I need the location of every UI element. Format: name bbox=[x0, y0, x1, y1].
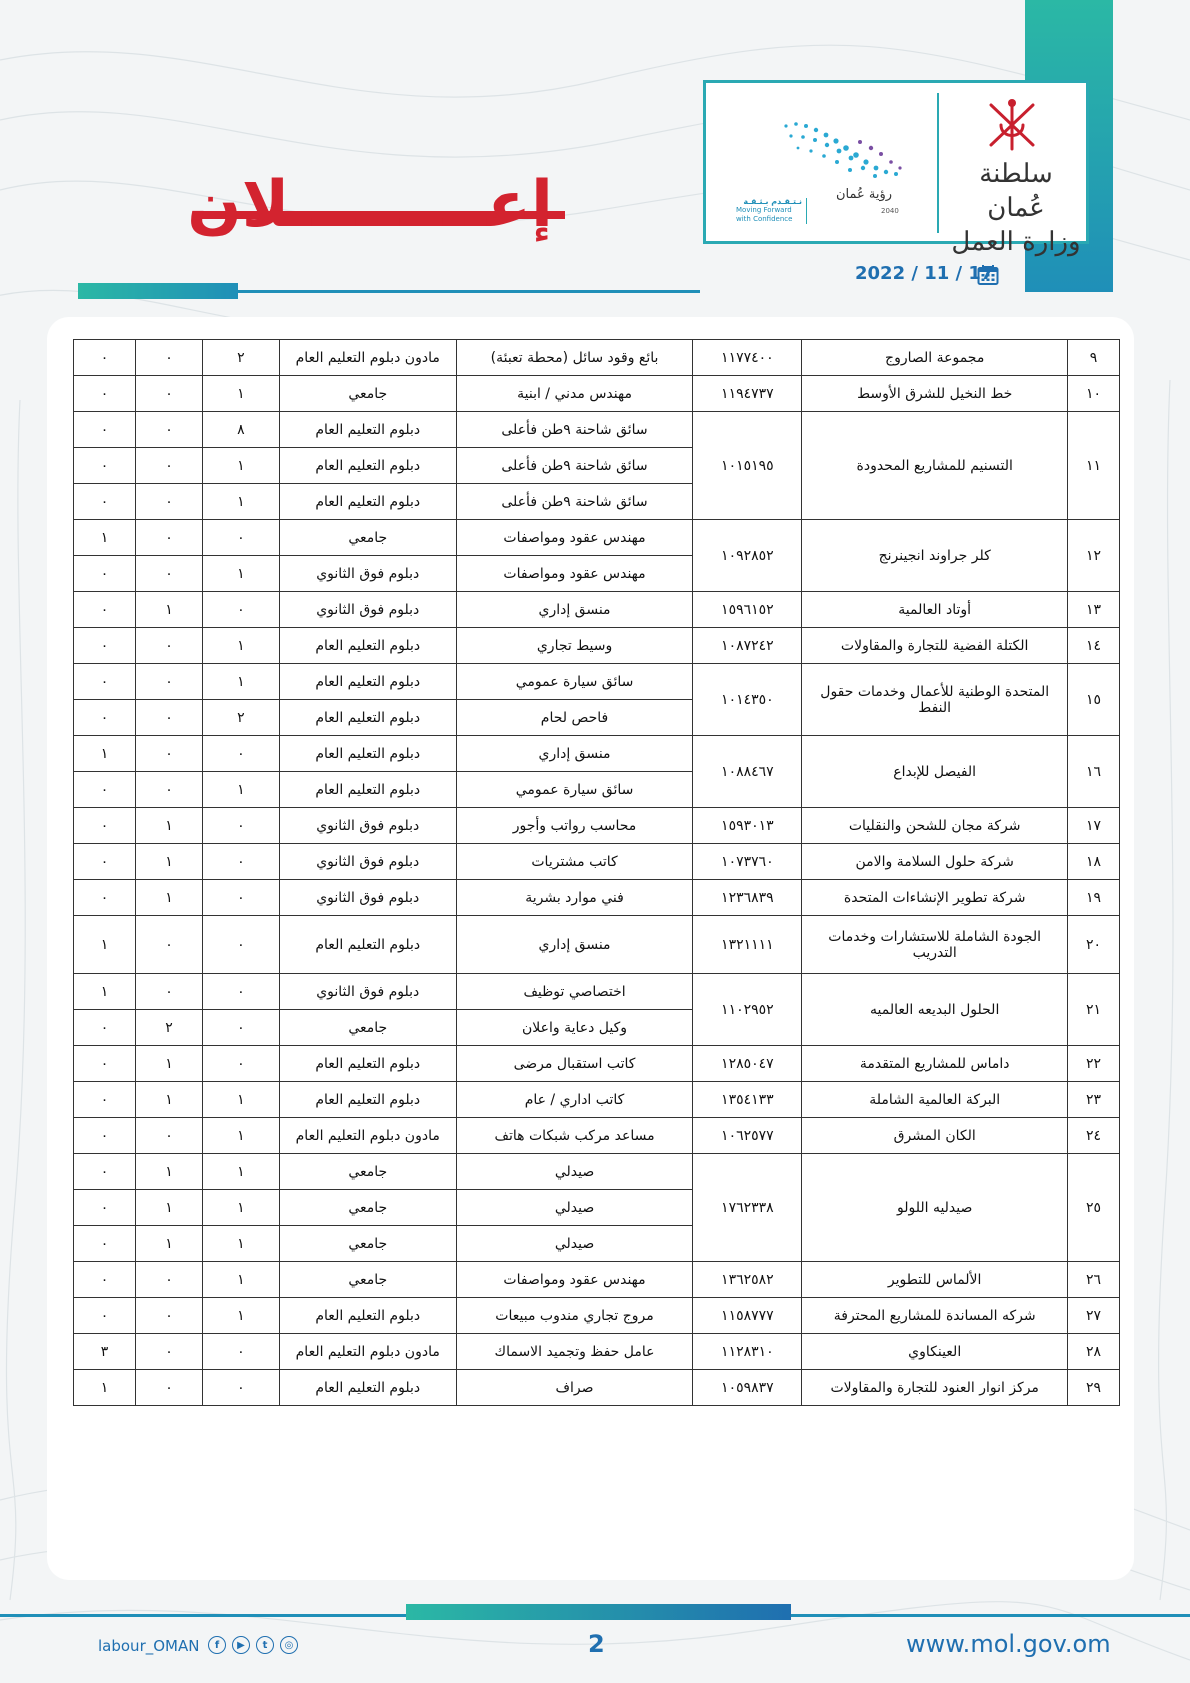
count-col-8-cell: ٠ bbox=[74, 664, 136, 700]
count-col-6-cell: ١ bbox=[202, 1190, 279, 1226]
ministry-line-2: وزارة العمل bbox=[951, 227, 1081, 257]
vision-tagline-en: Moving Forward with Confidence bbox=[736, 206, 793, 223]
company-name-cell: الكتلة الفضية للتجارة والمقاولات bbox=[802, 628, 1068, 664]
company-name-cell: شركة حلول السلامة والامن bbox=[802, 844, 1068, 880]
table-row bbox=[74, 736, 1120, 772]
job-title-cell: صيدلي bbox=[456, 1190, 693, 1226]
registration-number-cell: ١٠٥٩٨٣٧ bbox=[693, 1370, 802, 1406]
qualification-cell: جامعي bbox=[279, 1010, 456, 1046]
company-name-cell: صيدليه اللولو bbox=[802, 1154, 1068, 1262]
company-name-cell: العينكاوي bbox=[802, 1334, 1068, 1370]
count-col-6-cell: ٢ bbox=[202, 700, 279, 736]
registration-number-cell: ١٠٨٨٤٦٧ bbox=[693, 736, 802, 808]
qualification-cell: دبلوم فوق الثانوي bbox=[279, 808, 456, 844]
count-col-6-cell: ٠ bbox=[202, 974, 279, 1010]
company-name-cell: مجموعة الصاروج bbox=[802, 340, 1068, 376]
job-title-cell: محاسب رواتب وأجور bbox=[456, 808, 693, 844]
vision-2040-graphic-icon bbox=[776, 118, 926, 188]
registration-number-cell: ١٠٨٧٢٤٢ bbox=[693, 628, 802, 664]
job-title-cell: اختصاصي توظيف bbox=[456, 974, 693, 1010]
table-row bbox=[74, 520, 1120, 556]
job-title-cell: كاتب مشتريات bbox=[456, 844, 693, 880]
qualification-cell: مادون دبلوم التعليم العام bbox=[279, 1334, 456, 1370]
job-title-cell: فاحص لحام bbox=[456, 700, 693, 736]
qualification-cell: جامعي bbox=[279, 520, 456, 556]
registration-number-cell: ١٣٥٤١٣٣ bbox=[693, 1082, 802, 1118]
count-col-7-cell: ٠ bbox=[136, 772, 203, 808]
row-number-cell: ٩ bbox=[1068, 340, 1120, 376]
count-col-7-cell: ١ bbox=[136, 1082, 203, 1118]
table-row bbox=[74, 664, 1120, 700]
table-row bbox=[74, 916, 1120, 974]
page-number: 2 bbox=[588, 1630, 605, 1658]
row-number-cell: ٢٣ bbox=[1068, 1082, 1120, 1118]
company-name-cell: أوتاد العالمية bbox=[802, 592, 1068, 628]
row-number-cell: ٢٠ bbox=[1068, 916, 1120, 974]
qualification-cell: دبلوم فوق الثانوي bbox=[279, 556, 456, 592]
count-col-8-cell: ١ bbox=[74, 916, 136, 974]
count-col-6-cell: ٠ bbox=[202, 1010, 279, 1046]
social-icons bbox=[208, 1636, 298, 1654]
qualification-cell: جامعي bbox=[279, 1154, 456, 1190]
job-title-cell: مساعد مركب شبكات هاتف bbox=[456, 1118, 693, 1154]
qualification-cell: دبلوم التعليم العام bbox=[279, 1370, 456, 1406]
row-number-cell: ٢٢ bbox=[1068, 1046, 1120, 1082]
company-name-cell: الحلول البديعه العالميه bbox=[802, 974, 1068, 1046]
count-col-8-cell: ١ bbox=[74, 974, 136, 1010]
row-number-cell: ١٠ bbox=[1068, 376, 1120, 412]
registration-number-cell: ١٠١٤٣٥٠ bbox=[693, 664, 802, 736]
logo-divider bbox=[937, 93, 939, 233]
company-name-cell: الجودة الشاملة للاستشارات وخدمات التدريب bbox=[802, 916, 1068, 974]
table-row bbox=[74, 1082, 1120, 1118]
registration-number-cell: ١٠٧٣٧٦٠ bbox=[693, 844, 802, 880]
qualification-cell: جامعي bbox=[279, 376, 456, 412]
table-row bbox=[74, 1298, 1120, 1334]
qualification-cell: دبلوم التعليم العام bbox=[279, 1046, 456, 1082]
table-row bbox=[74, 1334, 1120, 1370]
table-row bbox=[74, 628, 1120, 664]
count-col-7-cell: ٠ bbox=[136, 1262, 203, 1298]
registration-number-cell: ١٠٦٢٥٧٧ bbox=[693, 1118, 802, 1154]
count-col-8-cell: ١ bbox=[74, 520, 136, 556]
company-name-cell: شركة مجان للشحن والنقليات bbox=[802, 808, 1068, 844]
count-col-6-cell: ١ bbox=[202, 772, 279, 808]
count-col-8-cell: ٠ bbox=[74, 484, 136, 520]
qualification-cell: دبلوم فوق الثانوي bbox=[279, 844, 456, 880]
job-title-cell: فني موارد بشرية bbox=[456, 880, 693, 916]
qualification-cell: جامعي bbox=[279, 1262, 456, 1298]
vision-tagline bbox=[736, 197, 802, 224]
qualification-cell: مادون دبلوم التعليم العام bbox=[279, 340, 456, 376]
job-title-cell: وكيل دعاية واعلان bbox=[456, 1010, 693, 1046]
company-name-cell: مركز انوار العنود للتجارة والمقاولات bbox=[802, 1370, 1068, 1406]
job-title-cell: سائق سيارة عمومي bbox=[456, 664, 693, 700]
row-number-cell: ٢٨ bbox=[1068, 1334, 1120, 1370]
qualification-cell: دبلوم التعليم العام bbox=[279, 772, 456, 808]
count-col-6-cell: ١ bbox=[202, 484, 279, 520]
count-col-6-cell: ٢ bbox=[202, 340, 279, 376]
instagram-icon[interactable]: ◎ bbox=[280, 1636, 298, 1654]
company-name-cell: شركة تطوير الإنشاءات المتحدة bbox=[802, 880, 1068, 916]
count-col-7-cell: ٢ bbox=[136, 1010, 203, 1046]
qualification-cell: دبلوم التعليم العام bbox=[279, 700, 456, 736]
registration-number-cell: ١٣٢١١١١ bbox=[693, 916, 802, 974]
table-row bbox=[74, 376, 1120, 412]
job-title-cell: كاتب استقبال مرضى bbox=[456, 1046, 693, 1082]
count-col-7-cell: ٠ bbox=[136, 556, 203, 592]
qualification-cell: دبلوم التعليم العام bbox=[279, 664, 456, 700]
count-col-6-cell: ٠ bbox=[202, 736, 279, 772]
count-col-7-cell: ٠ bbox=[136, 664, 203, 700]
row-number-cell: ١٦ bbox=[1068, 736, 1120, 808]
row-number-cell: ٢٩ bbox=[1068, 1370, 1120, 1406]
count-col-7-cell: ٠ bbox=[136, 974, 203, 1010]
row-number-cell: ١٥ bbox=[1068, 664, 1120, 736]
count-col-6-cell: ٠ bbox=[202, 880, 279, 916]
count-col-6-cell: ١ bbox=[202, 1262, 279, 1298]
registration-number-cell: ١٢٨٥٠٤٧ bbox=[693, 1046, 802, 1082]
qualification-cell: دبلوم التعليم العام bbox=[279, 448, 456, 484]
header-rule-accent bbox=[78, 283, 238, 299]
count-col-8-cell: ٠ bbox=[74, 1262, 136, 1298]
count-col-6-cell: ١ bbox=[202, 1226, 279, 1262]
job-title-cell: منسق إداري bbox=[456, 592, 693, 628]
count-col-6-cell: ١ bbox=[202, 556, 279, 592]
table-row bbox=[74, 412, 1120, 448]
row-number-cell: ٢٧ bbox=[1068, 1298, 1120, 1334]
row-number-cell: ٢٦ bbox=[1068, 1262, 1120, 1298]
count-col-7-cell: ٠ bbox=[136, 1334, 203, 1370]
page-title: إعـــــــــلان bbox=[187, 168, 553, 242]
row-number-cell: ١٣ bbox=[1068, 592, 1120, 628]
company-name-cell: الألماس للتطوير bbox=[802, 1262, 1068, 1298]
count-col-7-cell: ١ bbox=[136, 592, 203, 628]
job-title-cell: منسق إداري bbox=[456, 736, 693, 772]
count-col-7-cell: ٠ bbox=[136, 412, 203, 448]
count-col-6-cell: ٠ bbox=[202, 1370, 279, 1406]
count-col-7-cell: ٠ bbox=[136, 376, 203, 412]
facebook-icon[interactable]: f bbox=[208, 1636, 226, 1654]
registration-number-cell: ١٠٩٢٨٥٢ bbox=[693, 520, 802, 592]
qualification-cell: دبلوم التعليم العام bbox=[279, 736, 456, 772]
count-col-7-cell: ٠ bbox=[136, 1118, 203, 1154]
count-col-8-cell: ٠ bbox=[74, 412, 136, 448]
table-row bbox=[74, 1262, 1120, 1298]
count-col-6-cell: ٠ bbox=[202, 520, 279, 556]
table-row bbox=[74, 340, 1120, 376]
count-col-7-cell: ١ bbox=[136, 844, 203, 880]
count-col-6-cell: ٠ bbox=[202, 844, 279, 880]
count-col-6-cell: ٠ bbox=[202, 808, 279, 844]
count-col-8-cell: ٠ bbox=[74, 1010, 136, 1046]
job-title-cell: مهندس عقود ومواصفات bbox=[456, 1262, 693, 1298]
row-number-cell: ١١ bbox=[1068, 412, 1120, 520]
job-title-cell: سائق سيارة عمومي bbox=[456, 772, 693, 808]
registration-number-cell: ١٧٦٢٣٣٨ bbox=[693, 1154, 802, 1262]
count-col-8-cell: ٠ bbox=[74, 556, 136, 592]
count-col-8-cell: ٠ bbox=[74, 1298, 136, 1334]
company-name-cell: البركة العالمية الشاملة bbox=[802, 1082, 1068, 1118]
company-name-cell: داماس للمشاريع المتقدمة bbox=[802, 1046, 1068, 1082]
count-col-8-cell: ٠ bbox=[74, 592, 136, 628]
registration-number-cell: ١١٧٧٤٠٠ bbox=[693, 340, 802, 376]
job-title-cell: مهندس عقود ومواصفات bbox=[456, 520, 693, 556]
count-col-7-cell: ١ bbox=[136, 1046, 203, 1082]
header-rule bbox=[238, 290, 700, 293]
count-col-7-cell: ١ bbox=[136, 808, 203, 844]
qualification-cell: دبلوم التعليم العام bbox=[279, 916, 456, 974]
count-col-7-cell: ٠ bbox=[136, 736, 203, 772]
company-name-cell: شركه المساندة للمشاريع المحترفة bbox=[802, 1298, 1068, 1334]
row-number-cell: ١٨ bbox=[1068, 844, 1120, 880]
table-row bbox=[74, 808, 1120, 844]
announcement-date: 2022 / 11 / 17 bbox=[855, 263, 994, 284]
company-name-cell: كلر جراوند انجينرنج bbox=[802, 520, 1068, 592]
vision-year: 2040 bbox=[881, 207, 899, 215]
job-title-cell: صيدلي bbox=[456, 1154, 693, 1190]
count-col-6-cell: ٠ bbox=[202, 592, 279, 628]
row-number-cell: ٢٥ bbox=[1068, 1154, 1120, 1262]
count-col-6-cell: ١ bbox=[202, 376, 279, 412]
registration-number-cell: ١٠١٥١٩٥ bbox=[693, 412, 802, 520]
table-row bbox=[74, 1118, 1120, 1154]
registration-number-cell: ١٢٣٦٨٣٩ bbox=[693, 880, 802, 916]
qualification-cell: دبلوم التعليم العام bbox=[279, 484, 456, 520]
qualification-cell: دبلوم التعليم العام bbox=[279, 412, 456, 448]
qualification-cell: دبلوم فوق الثانوي bbox=[279, 880, 456, 916]
count-col-8-cell: ٠ bbox=[74, 772, 136, 808]
job-title-cell: منسق إداري bbox=[456, 916, 693, 974]
count-col-7-cell: ٠ bbox=[136, 484, 203, 520]
count-col-6-cell: ٠ bbox=[202, 916, 279, 974]
count-col-8-cell: ٠ bbox=[74, 628, 136, 664]
registration-number-cell: ١١٠٢٩٥٢ bbox=[693, 974, 802, 1046]
qualification-cell: دبلوم فوق الثانوي bbox=[279, 974, 456, 1010]
count-col-7-cell: ١ bbox=[136, 880, 203, 916]
table-body bbox=[74, 340, 1120, 1406]
job-title-cell: صراف bbox=[456, 1370, 693, 1406]
row-number-cell: ١٢ bbox=[1068, 520, 1120, 592]
row-number-cell: ١٤ bbox=[1068, 628, 1120, 664]
youtube-icon[interactable]: ▶ bbox=[232, 1636, 250, 1654]
count-col-8-cell: ٠ bbox=[74, 1046, 136, 1082]
table-row bbox=[74, 1046, 1120, 1082]
job-title-cell: سائق شاحنة ٩طن فأعلى bbox=[456, 448, 693, 484]
count-col-7-cell: ٠ bbox=[136, 700, 203, 736]
registration-number-cell: ١٣٦٢٥٨٢ bbox=[693, 1262, 802, 1298]
count-col-6-cell: ٠ bbox=[202, 1334, 279, 1370]
count-col-7-cell: ٠ bbox=[136, 448, 203, 484]
job-title-cell: صيدلي bbox=[456, 1226, 693, 1262]
company-name-cell: خط النخيل للشرق الأوسط bbox=[802, 376, 1068, 412]
table-row bbox=[74, 974, 1120, 1010]
qualification-cell: جامعي bbox=[279, 1190, 456, 1226]
twitter-icon[interactable]: t bbox=[256, 1636, 274, 1654]
table-row bbox=[74, 1154, 1120, 1190]
ministry-name bbox=[948, 157, 1084, 259]
qualification-cell: دبلوم التعليم العام bbox=[279, 1082, 456, 1118]
count-col-6-cell: ١ bbox=[202, 628, 279, 664]
count-col-8-cell: ٠ bbox=[74, 1154, 136, 1190]
count-col-8-cell: ٠ bbox=[74, 880, 136, 916]
count-col-6-cell: ٨ bbox=[202, 412, 279, 448]
count-col-6-cell: ٠ bbox=[202, 1046, 279, 1082]
count-col-8-cell: ٠ bbox=[74, 340, 136, 376]
count-col-8-cell: ٠ bbox=[74, 844, 136, 880]
row-number-cell: ١٧ bbox=[1068, 808, 1120, 844]
social-handle[interactable]: labour_OMAN bbox=[98, 1637, 200, 1655]
job-title-cell: سائق شاحنة ٩طن فأعلى bbox=[456, 484, 693, 520]
count-col-7-cell: ٠ bbox=[136, 1370, 203, 1406]
vacancies-table bbox=[73, 339, 1120, 1406]
count-col-8-cell: ٠ bbox=[74, 1118, 136, 1154]
registration-number-cell: ١١٩٤٧٣٧ bbox=[693, 376, 802, 412]
count-col-7-cell: ١ bbox=[136, 1226, 203, 1262]
registration-number-cell: ١٥٩٣٠١٣ bbox=[693, 808, 802, 844]
registration-number-cell: ١١٥٨٧٧٧ bbox=[693, 1298, 802, 1334]
row-number-cell: ٢٤ bbox=[1068, 1118, 1120, 1154]
company-name-cell: التسنيم للمشاريع المحدودة bbox=[802, 412, 1068, 520]
count-col-7-cell: ٠ bbox=[136, 520, 203, 556]
qualification-cell: مادون دبلوم التعليم العام bbox=[279, 1118, 456, 1154]
registration-number-cell: ١١٢٨٣١٠ bbox=[693, 1334, 802, 1370]
qualification-cell: دبلوم التعليم العام bbox=[279, 1298, 456, 1334]
table-row bbox=[74, 844, 1120, 880]
qualification-cell: دبلوم التعليم العام bbox=[279, 628, 456, 664]
qualification-cell: جامعي bbox=[279, 1226, 456, 1262]
count-col-8-cell: ٠ bbox=[74, 808, 136, 844]
count-col-8-cell: ٠ bbox=[74, 448, 136, 484]
count-col-6-cell: ١ bbox=[202, 664, 279, 700]
count-col-6-cell: ١ bbox=[202, 1154, 279, 1190]
count-col-6-cell: ١ bbox=[202, 1298, 279, 1334]
count-col-8-cell: ١ bbox=[74, 736, 136, 772]
count-col-7-cell: ١ bbox=[136, 1154, 203, 1190]
ministry-line-1: سلطنة عُمان bbox=[979, 159, 1053, 223]
vision-divider bbox=[806, 198, 807, 224]
logo-panel bbox=[703, 80, 1089, 257]
count-col-8-cell: ٠ bbox=[74, 1190, 136, 1226]
table-row bbox=[74, 592, 1120, 628]
registration-number-cell: ١٥٩٦١٥٢ bbox=[693, 592, 802, 628]
row-number-cell: ١٩ bbox=[1068, 880, 1120, 916]
count-col-7-cell: ٠ bbox=[136, 1298, 203, 1334]
job-title-cell: مروج تجاري مندوب مبيعات bbox=[456, 1298, 693, 1334]
footer-accent-bar bbox=[406, 1604, 791, 1620]
count-col-8-cell: ٠ bbox=[74, 700, 136, 736]
job-title-cell: وسيط تجاري bbox=[456, 628, 693, 664]
row-number-cell: ٢١ bbox=[1068, 974, 1120, 1046]
job-title-cell: سائق شاحنة ٩طن فأعلى bbox=[456, 412, 693, 448]
vision-tagline-ar: نـتـقـدم بـثـقـة bbox=[743, 197, 802, 206]
website-link[interactable]: www.mol.gov.om bbox=[906, 1630, 1111, 1658]
table-row bbox=[74, 1370, 1120, 1406]
job-title-cell: مهندس مدني / ابنية bbox=[456, 376, 693, 412]
company-name-cell: الفيصل للإبداع bbox=[802, 736, 1068, 808]
table-row bbox=[74, 880, 1120, 916]
count-col-8-cell: ٠ bbox=[74, 1226, 136, 1262]
count-col-6-cell: ١ bbox=[202, 1118, 279, 1154]
company-name-cell: الكان المشرق bbox=[802, 1118, 1068, 1154]
job-title-cell: بائع وقود سائل (محطة تعبئة) bbox=[456, 340, 693, 376]
job-title-cell: عامل حفظ وتجميد الاسماك bbox=[456, 1334, 693, 1370]
count-col-7-cell: ٠ bbox=[136, 916, 203, 974]
vision-title: رؤية عُمان bbox=[836, 187, 893, 202]
count-col-6-cell: ١ bbox=[202, 1082, 279, 1118]
count-col-8-cell: ٠ bbox=[74, 376, 136, 412]
oman-emblem-icon bbox=[983, 95, 1041, 157]
qualification-cell: دبلوم فوق الثانوي bbox=[279, 592, 456, 628]
company-name-cell: المتحدة الوطنية للأعمال وخدمات حقول النفط bbox=[802, 664, 1068, 736]
count-col-7-cell: ٠ bbox=[136, 340, 203, 376]
count-col-6-cell: ١ bbox=[202, 448, 279, 484]
count-col-7-cell: ٠ bbox=[136, 628, 203, 664]
count-col-7-cell: ١ bbox=[136, 1190, 203, 1226]
count-col-8-cell: ٣ bbox=[74, 1334, 136, 1370]
job-title-cell: كاتب اداري / عام bbox=[456, 1082, 693, 1118]
count-col-8-cell: ١ bbox=[74, 1370, 136, 1406]
job-title-cell: مهندس عقود ومواصفات bbox=[456, 556, 693, 592]
count-col-8-cell: ٠ bbox=[74, 1082, 136, 1118]
